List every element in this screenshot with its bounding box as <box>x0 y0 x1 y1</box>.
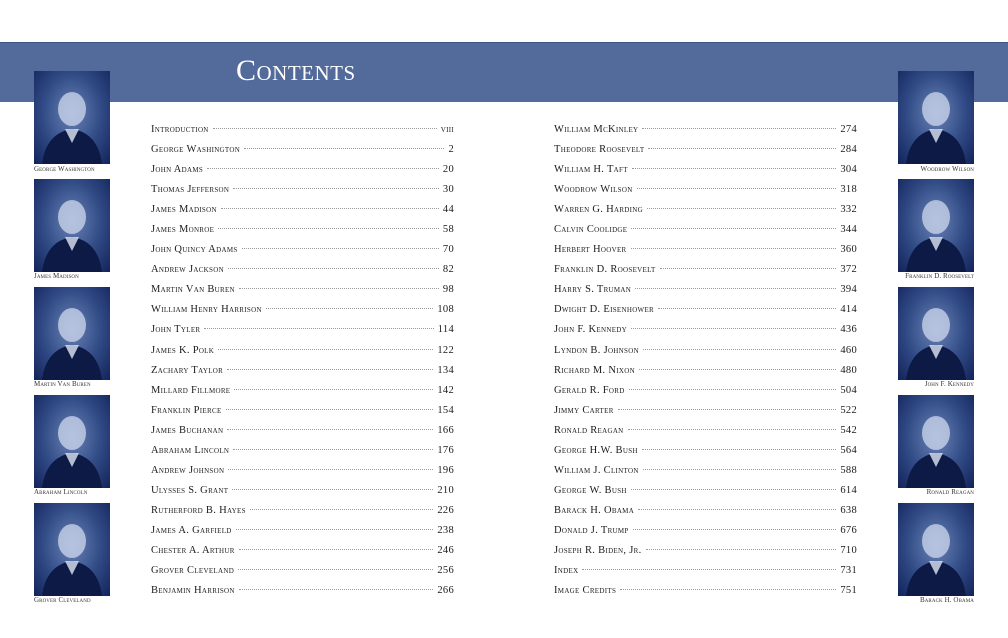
toc-entry-name: Andrew Jackson <box>151 264 224 276</box>
toc-entry-page: 731 <box>840 565 857 577</box>
toc-entry[interactable] <box>554 345 857 365</box>
toc-entry-name: Herbert Hoover <box>554 244 627 256</box>
dot-leader <box>234 389 433 390</box>
portrait-caption: George Washington <box>34 165 95 173</box>
dot-leader <box>233 188 439 189</box>
toc-entry-page: 238 <box>437 524 454 536</box>
toc-entry-name: Martin Van Buren <box>151 284 235 296</box>
toc-entry-name: Warren G. Harding <box>554 204 643 216</box>
toc-entry-name: John Quincy Adams <box>151 244 238 256</box>
toc-entry-page: 676 <box>840 524 857 536</box>
toc-entry[interactable] <box>151 445 454 465</box>
toc-entry-page: 460 <box>840 344 857 356</box>
toc-entry-name: James Buchanan <box>151 424 224 436</box>
dot-leader <box>227 369 433 370</box>
toc-entry[interactable] <box>151 465 454 485</box>
toc-entry[interactable] <box>554 365 857 385</box>
toc-entry-name: James Madison <box>151 204 217 216</box>
toc-entry-name: Chester A. Arthur <box>151 544 235 556</box>
toc-entry[interactable] <box>151 385 454 405</box>
toc-entry-name: Donald J. Trump <box>554 524 629 536</box>
portrait-caption: Franklin D. Roosevelt <box>905 272 974 280</box>
toc-entry-page: 318 <box>840 184 857 196</box>
toc-entry[interactable] <box>554 485 857 505</box>
toc-entry[interactable] <box>554 164 857 184</box>
toc-entry-name: Index <box>554 565 579 577</box>
portrait-image <box>34 179 110 272</box>
toc-entry-name: William J. Clinton <box>554 464 639 476</box>
portrait-image <box>34 503 110 596</box>
toc-entry-name: William Henry Harrison <box>151 304 262 316</box>
toc-entry[interactable] <box>151 505 454 525</box>
toc-entry-page: 436 <box>840 324 857 336</box>
toc-entry[interactable] <box>554 224 857 244</box>
toc-entry-page: 134 <box>437 364 454 376</box>
toc-entry[interactable] <box>554 184 857 204</box>
toc-entry[interactable] <box>554 385 857 405</box>
portrait-icon <box>34 503 110 596</box>
dot-leader <box>643 349 836 350</box>
toc-entry-page: 70 <box>442 244 454 256</box>
toc-entry-page: 196 <box>437 464 454 476</box>
toc-entry[interactable] <box>151 124 454 144</box>
toc-entry-page: 588 <box>840 464 857 476</box>
dot-leader <box>250 509 434 510</box>
toc-right-column <box>554 124 857 605</box>
toc-entry[interactable] <box>151 184 454 204</box>
portrait-icon <box>34 71 110 164</box>
dot-leader <box>639 369 836 370</box>
portrait-caption: John F. Kennedy <box>924 380 974 388</box>
portrait-icon <box>34 287 110 380</box>
toc-entry[interactable] <box>151 405 454 425</box>
toc-entry[interactable] <box>554 324 857 344</box>
toc-entry-name: James K. Polk <box>151 344 215 356</box>
toc-entry-page: 142 <box>437 384 454 396</box>
dot-leader <box>204 328 433 329</box>
toc-entry-page: 246 <box>437 544 454 556</box>
toc-entry-page: 266 <box>437 585 454 597</box>
toc-entry[interactable] <box>554 565 857 585</box>
toc-entry-name: Harry S. Truman <box>554 284 632 296</box>
dot-leader <box>232 489 433 490</box>
portrait-caption: Martin Van Buren <box>34 380 91 388</box>
toc-entry-name: Image Credits <box>554 585 617 597</box>
dot-leader <box>228 469 433 470</box>
toc-entry-page: 274 <box>840 124 857 135</box>
dot-leader <box>213 128 437 129</box>
toc-entry-page: 30 <box>442 184 454 196</box>
portrait-caption: Woodrow Wilson <box>920 165 974 173</box>
toc-entry-page: 44 <box>442 204 454 216</box>
dot-leader <box>221 208 439 209</box>
toc-entry[interactable] <box>554 525 857 545</box>
toc-entry-name: Theodore Roosevelt <box>554 144 645 156</box>
toc-entry-name: George H.W. Bush <box>554 444 638 456</box>
toc-entry[interactable] <box>554 465 857 485</box>
toc-entry-page: 414 <box>840 304 857 316</box>
toc-entry-name: James A. Garfield <box>151 524 232 536</box>
toc-entry-name: John Adams <box>151 164 204 176</box>
toc-entry-name: Dwight D. Eisenhower <box>554 304 654 316</box>
toc-entry[interactable] <box>554 585 857 605</box>
toc-entry-name: Introduction <box>151 124 209 135</box>
toc-entry-page: 480 <box>840 364 857 376</box>
toc-entry[interactable] <box>151 324 454 344</box>
toc-entry-page: 176 <box>437 444 454 456</box>
dot-leader <box>638 509 836 510</box>
dot-leader <box>239 589 434 590</box>
dot-leader <box>647 208 836 209</box>
toc-entry-name: John Tyler <box>151 324 201 336</box>
toc-entry-name: Rutherford B. Hayes <box>151 504 246 516</box>
portrait-image <box>34 395 110 488</box>
toc-entry-name: John F. Kennedy <box>554 324 627 336</box>
toc-entry-name: Gerald R. Ford <box>554 384 625 396</box>
dot-leader <box>207 168 439 169</box>
portrait-image <box>898 179 974 272</box>
toc-entry[interactable] <box>554 124 857 144</box>
dot-leader <box>233 449 433 450</box>
title-banner <box>0 42 1008 102</box>
dot-leader <box>643 469 837 470</box>
toc-entry[interactable] <box>151 264 454 284</box>
toc-entry[interactable] <box>554 284 857 304</box>
dot-leader <box>642 128 836 129</box>
toc-entry-name: Franklin Pierce <box>151 404 222 416</box>
toc-left-column <box>151 124 454 605</box>
toc-entry-page: 360 <box>840 244 857 256</box>
toc-entry[interactable] <box>554 244 857 264</box>
toc-entry-page: 122 <box>437 344 454 356</box>
toc-entry-page: 166 <box>437 424 454 436</box>
portrait-image <box>34 287 110 380</box>
toc-entry-name: George W. Bush <box>554 484 627 496</box>
toc-entry-page: 332 <box>840 204 857 216</box>
dot-leader <box>629 389 837 390</box>
portrait-image <box>898 395 974 488</box>
dot-leader <box>631 489 837 490</box>
toc-entry-name: Jimmy Carter <box>554 404 614 416</box>
toc-entry[interactable] <box>554 545 857 565</box>
dot-leader <box>238 569 433 570</box>
toc-entry[interactable] <box>554 405 857 425</box>
toc-entry[interactable] <box>151 565 454 585</box>
toc-entry-name: Abraham Lincoln <box>151 444 230 456</box>
toc-entry-page: 710 <box>840 544 857 556</box>
dot-leader <box>646 549 837 550</box>
dot-leader <box>635 288 836 289</box>
toc-entry[interactable] <box>554 445 857 465</box>
dot-leader <box>239 549 434 550</box>
toc-entry-name: Millard Fillmore <box>151 384 231 396</box>
toc-entry[interactable] <box>151 345 454 365</box>
toc-entry-name: Calvin Coolidge <box>554 224 628 236</box>
toc-entry-page: 542 <box>840 424 857 436</box>
toc-entry-page: 210 <box>437 484 454 496</box>
toc-entry-page: 98 <box>442 284 454 296</box>
toc-entry[interactable] <box>151 525 454 545</box>
toc-entry[interactable] <box>151 284 454 304</box>
toc-entry-page: 394 <box>840 284 857 296</box>
toc-entry-name: William H. Taft <box>554 164 628 176</box>
dot-leader <box>648 148 836 149</box>
dot-leader <box>239 288 439 289</box>
toc-entry-page: 614 <box>840 484 857 496</box>
dot-leader <box>226 409 434 410</box>
toc-entry-name: James Monroe <box>151 224 215 236</box>
dot-leader <box>228 268 439 269</box>
top-margin <box>0 0 1008 42</box>
portrait-icon <box>898 71 974 164</box>
toc-entry-name: Barack H. Obama <box>554 504 635 516</box>
dot-leader <box>631 328 836 329</box>
dot-leader <box>218 349 433 350</box>
toc-entry-page: 226 <box>437 504 454 516</box>
toc-entry[interactable] <box>554 204 857 224</box>
toc-entry[interactable] <box>151 204 454 224</box>
dot-leader <box>633 529 837 530</box>
toc-entry-page: 344 <box>840 224 857 236</box>
toc-entry[interactable] <box>151 425 454 445</box>
portrait-image <box>34 71 110 164</box>
toc-entry[interactable] <box>151 224 454 244</box>
portrait-image <box>898 503 974 596</box>
toc-entry[interactable] <box>151 585 454 605</box>
toc-entry-name: Ulysses S. Grant <box>151 484 229 496</box>
dot-leader <box>227 429 433 430</box>
portrait-caption: Barack H. Obama <box>919 596 974 604</box>
dot-leader <box>632 168 837 169</box>
toc-entry-page: 256 <box>437 565 454 577</box>
dot-leader <box>242 248 439 249</box>
portrait-icon <box>898 287 974 380</box>
toc-entry-name: Lyndon B. Johnson <box>554 344 639 356</box>
dot-leader <box>642 449 837 450</box>
toc-entry[interactable] <box>151 365 454 385</box>
dot-leader <box>631 248 837 249</box>
toc-entry-page: 108 <box>437 304 454 316</box>
toc-entry-page: 284 <box>840 144 857 156</box>
dot-leader <box>266 308 434 309</box>
toc-entry-page: 58 <box>442 224 454 236</box>
dot-leader <box>236 529 434 530</box>
toc-entry-page: viii <box>440 124 454 135</box>
toc-entry-name: Franklin D. Roosevelt <box>554 264 656 276</box>
toc-entry-page: 2 <box>448 144 454 156</box>
toc-entry[interactable] <box>554 304 857 324</box>
dot-leader <box>620 589 836 590</box>
toc-entry-name: Grover Cleveland <box>151 565 235 577</box>
toc-entry[interactable] <box>151 244 454 264</box>
toc-entry-page: 504 <box>840 384 857 396</box>
toc-entry-name: Thomas Jefferson <box>151 184 230 196</box>
toc-entry[interactable] <box>151 164 454 184</box>
dot-leader <box>631 228 836 229</box>
portrait-icon <box>898 503 974 596</box>
toc-entry-page: 564 <box>840 444 857 456</box>
toc-entry-page: 522 <box>840 404 857 416</box>
toc-entry-name: Woodrow Wilson <box>554 184 633 196</box>
toc-entry-page: 751 <box>840 585 857 597</box>
portrait-caption: James Madison <box>34 272 79 280</box>
dot-leader <box>582 569 836 570</box>
toc-entry-name: William McKinley <box>554 124 639 135</box>
toc-entry-page: 82 <box>442 264 454 276</box>
toc-entry-page: 154 <box>437 404 454 416</box>
dot-leader <box>637 188 837 189</box>
toc-entry-page: 20 <box>442 164 454 176</box>
portrait-image <box>898 287 974 380</box>
portrait-caption: Abraham Lincoln <box>34 488 88 496</box>
toc-entry[interactable] <box>554 264 857 284</box>
toc-entry-name: George Washington <box>151 144 241 156</box>
toc-entry-name: Joseph R. Biden, Jr. <box>554 544 642 556</box>
toc-entry[interactable] <box>151 144 454 164</box>
portrait-caption: Grover Cleveland <box>34 596 91 604</box>
toc-entry-page: 304 <box>840 164 857 176</box>
dot-leader <box>658 308 836 309</box>
toc-entry-name: Zachary Taylor <box>151 364 224 376</box>
dot-leader <box>244 148 444 149</box>
dot-leader <box>618 409 837 410</box>
portrait-icon <box>898 179 974 272</box>
toc-entry-page: 372 <box>840 264 857 276</box>
page-title: Contents <box>236 54 356 87</box>
portrait-icon <box>898 395 974 488</box>
portrait-caption: Ronald Reagan <box>926 488 974 496</box>
toc-entry[interactable] <box>554 144 857 164</box>
toc-entry[interactable] <box>151 545 454 565</box>
portrait-icon <box>34 395 110 488</box>
toc-entry-name: Richard M. Nixon <box>554 364 635 376</box>
toc-entry[interactable] <box>151 485 454 505</box>
toc-entry-page: 114 <box>437 324 454 336</box>
toc-entry-name: Ronald Reagan <box>554 424 624 436</box>
dot-leader <box>628 429 837 430</box>
toc-entry[interactable] <box>151 304 454 324</box>
portrait-icon <box>34 179 110 272</box>
toc-entry-page: 638 <box>840 504 857 516</box>
toc-entry-name: Andrew Johnson <box>151 464 225 476</box>
dot-leader <box>660 268 837 269</box>
dot-leader <box>218 228 439 229</box>
toc-entry-name: Benjamin Harrison <box>151 585 235 597</box>
portrait-image <box>898 71 974 164</box>
toc-entry[interactable] <box>554 505 857 525</box>
toc-entry[interactable] <box>554 425 857 445</box>
